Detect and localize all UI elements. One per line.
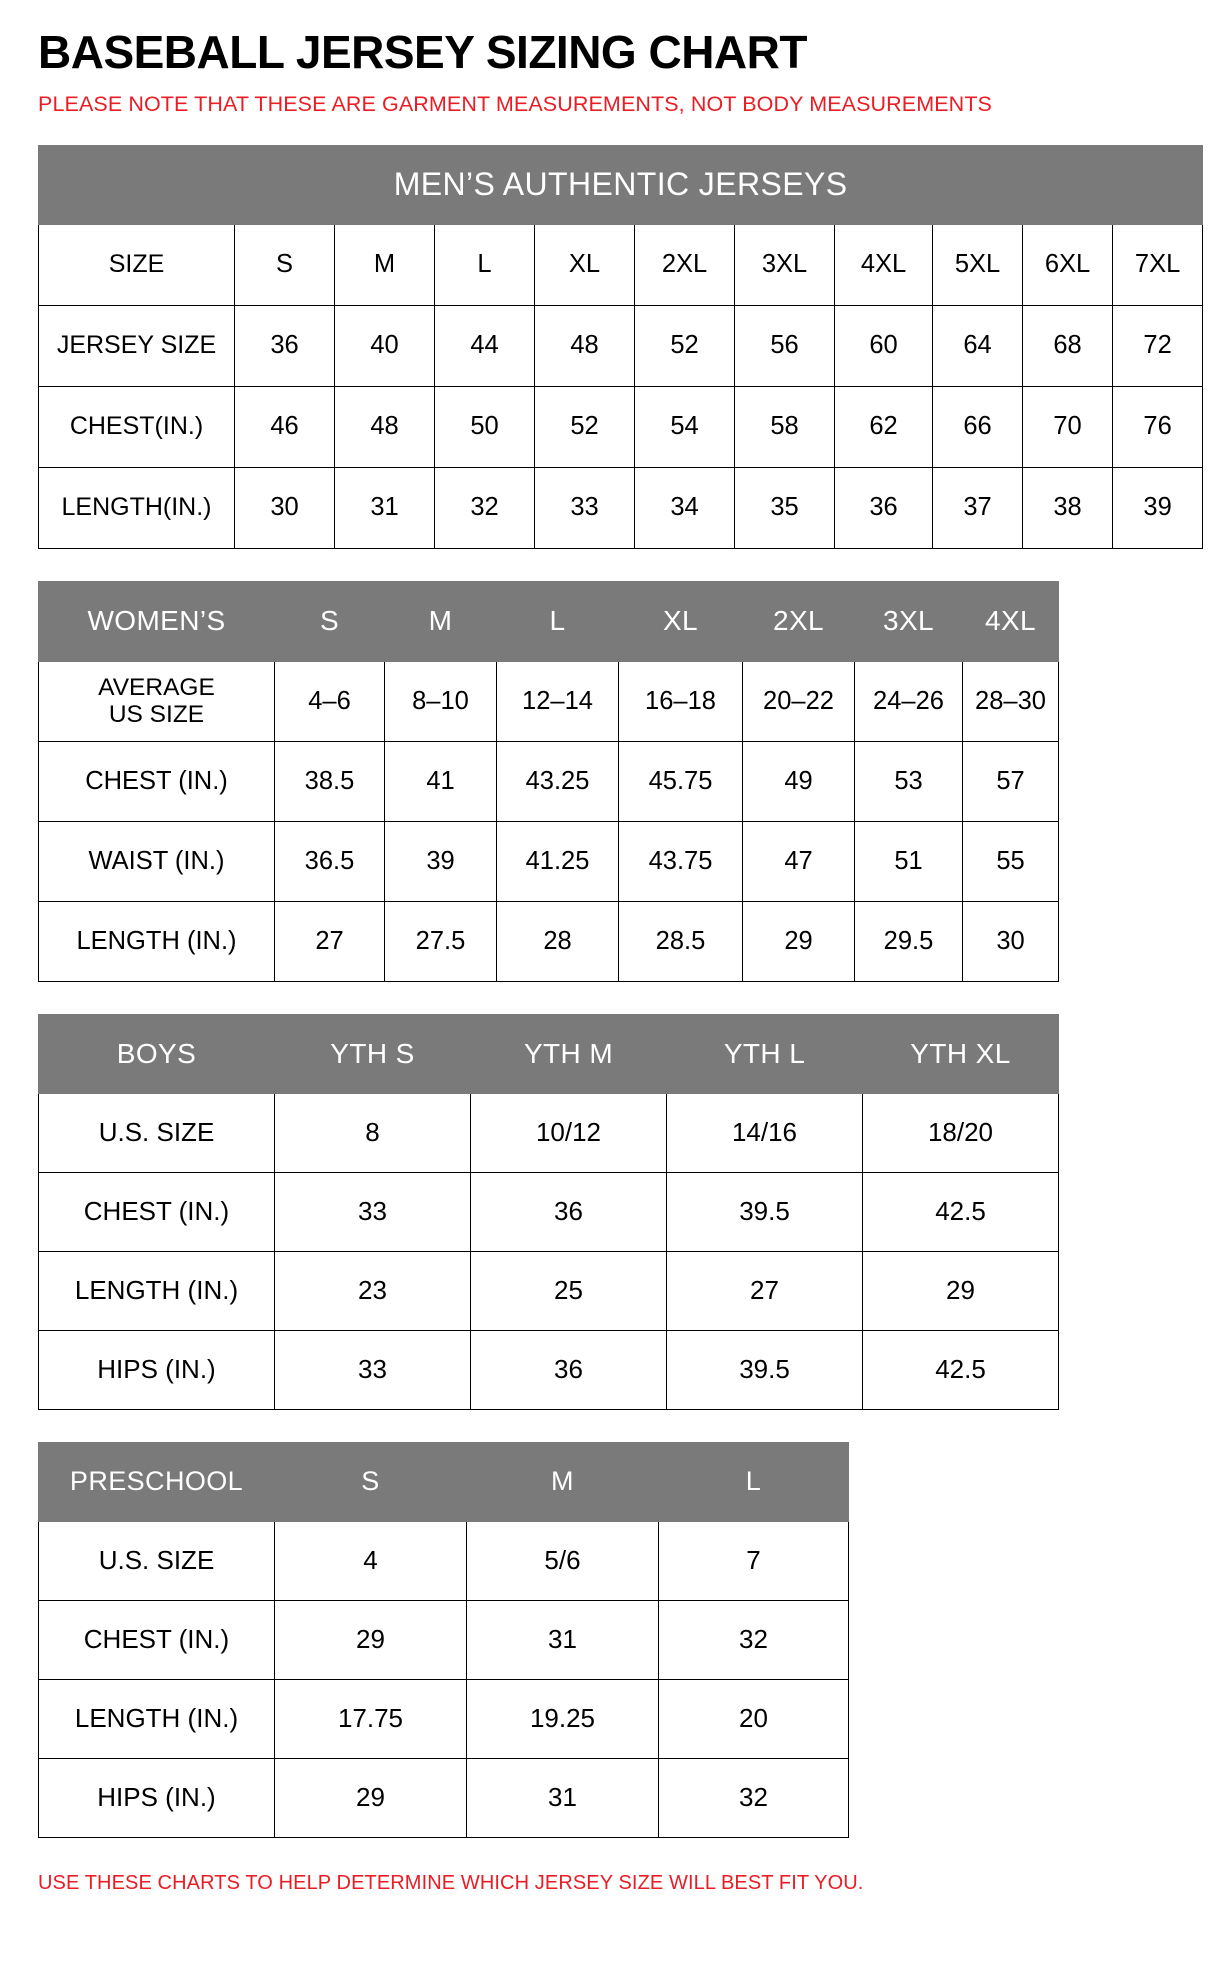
table-cell: 19.25 [467,1679,659,1758]
table-cell: 58 [735,386,835,467]
womens-size-l: L [497,581,619,661]
preschool-size-l: L [659,1442,849,1521]
table-cell: 36 [835,467,933,548]
table-cell: 28 [497,901,619,981]
table-cell: 24–26 [855,661,963,741]
table-cell: 36 [471,1172,667,1251]
table-cell: 42.5 [863,1330,1059,1409]
table-cell: 36.5 [275,821,385,901]
table-cell: 34 [635,467,735,548]
womens-header-row [39,581,1059,661]
boys-size-yth-xl: YTH XL [863,1014,1059,1093]
womens-row-label-waist: WAIST (IN.) [39,821,275,901]
page-title: BASEBALL JERSEY SIZING CHART [38,26,807,78]
table-cell: 18/20 [863,1093,1059,1172]
mens-size-7xl: 7XL [1113,224,1203,305]
table-row [39,386,1203,467]
mens-size-l: L [435,224,535,305]
womens-size-2xl: 2XL [743,581,855,661]
mens-row-label-chest: CHEST(IN.) [39,386,235,467]
table-cell: 39.5 [667,1172,863,1251]
table-cell: 29 [275,1600,467,1679]
table-cell: 46 [235,386,335,467]
table-cell: 53 [855,741,963,821]
mens-size-3xl: 3XL [735,224,835,305]
table-cell: 41 [385,741,497,821]
table-cell: 60 [835,305,933,386]
table-cell: 41.25 [497,821,619,901]
table-cell: 38 [1023,467,1113,548]
table-cell: 51 [855,821,963,901]
table-cell: 31 [467,1758,659,1837]
table-cell: 25 [471,1251,667,1330]
table-cell: 31 [335,467,435,548]
womens-table-title: WOMEN’S [39,581,275,661]
preschool-sizing-table [38,1442,849,1838]
table-cell: 31 [467,1600,659,1679]
table-cell: 66 [933,386,1023,467]
womens-size-3xl: 3XL [855,581,963,661]
table-row [39,1600,849,1679]
mens-size-5xl: 5XL [933,224,1023,305]
table-cell: 64 [933,305,1023,386]
table-cell: 48 [535,305,635,386]
boys-row-label-chest: CHEST (IN.) [39,1172,275,1251]
table-cell: 50 [435,386,535,467]
table-cell: 39 [385,821,497,901]
table-cell: 17.75 [275,1679,467,1758]
preschool-row-label-chest: CHEST (IN.) [39,1600,275,1679]
boys-sizing-table [38,1014,1059,1410]
table-cell: 37 [933,467,1023,548]
table-cell: 4 [275,1521,467,1600]
boys-row-label-length: LENGTH (IN.) [39,1251,275,1330]
mens-table-title-row [39,145,1203,224]
table-row [39,821,1059,901]
womens-size-s: S [275,581,385,661]
table-cell: 28.5 [619,901,743,981]
table-cell: 54 [635,386,735,467]
table-row [39,1172,1059,1251]
table-cell: 8–10 [385,661,497,741]
mens-size-xl: XL [535,224,635,305]
preschool-size-m: M [467,1442,659,1521]
table-cell: 27 [667,1251,863,1330]
table-cell: 29 [863,1251,1059,1330]
table-cell: 44 [435,305,535,386]
womens-row-label-length: LENGTH (IN.) [39,901,275,981]
table-cell: 43.75 [619,821,743,901]
table-cell: 27.5 [385,901,497,981]
table-cell: 5/6 [467,1521,659,1600]
womens-size-m: M [385,581,497,661]
table-cell: 32 [659,1758,849,1837]
table-cell: 68 [1023,305,1113,386]
mens-row-label-jersey-size: JERSEY SIZE [39,305,235,386]
mens-row-label-length: LENGTH(IN.) [39,467,235,548]
table-row [39,741,1059,821]
footer-note: USE THESE CHARTS TO HELP DETERMINE WHICH JERSEY SIZE WILL BEST FIT YOU. [38,1871,864,1894]
table-row [39,467,1203,548]
table-cell: 20 [659,1679,849,1758]
table-cell: 4–6 [275,661,385,741]
table-cell: 70 [1023,386,1113,467]
table-row [39,1679,849,1758]
table-cell: 43.25 [497,741,619,821]
table-cell: 29 [275,1758,467,1837]
table-cell: 10/12 [471,1093,667,1172]
table-row [39,1251,1059,1330]
table-cell: 42.5 [863,1172,1059,1251]
table-cell: 52 [535,386,635,467]
table-cell: 29 [743,901,855,981]
boys-size-yth-m: YTH M [471,1014,667,1093]
table-cell: 40 [335,305,435,386]
table-cell: 20–22 [743,661,855,741]
table-cell: 49 [743,741,855,821]
table-row [39,1758,849,1837]
table-cell: 35 [735,467,835,548]
table-cell: 36 [471,1330,667,1409]
preschool-header-row [39,1442,849,1521]
boys-row-label-us-size: U.S. SIZE [39,1093,275,1172]
mens-sizing-table [38,145,1203,549]
womens-row-label-chest: CHEST (IN.) [39,741,275,821]
boys-size-yth-s: YTH S [275,1014,471,1093]
table-cell: 8 [275,1093,471,1172]
table-cell: 30 [235,467,335,548]
mens-size-s: S [235,224,335,305]
table-cell: 57 [963,741,1059,821]
womens-size-xl: XL [619,581,743,661]
boys-row-label-hips: HIPS (IN.) [39,1330,275,1409]
preschool-row-label-length: LENGTH (IN.) [39,1679,275,1758]
mens-size-label: SIZE [39,224,235,305]
mens-size-4xl: 4XL [835,224,933,305]
table-cell: 36 [235,305,335,386]
table-cell: 12–14 [497,661,619,741]
table-cell: 32 [435,467,535,548]
table-cell: 47 [743,821,855,901]
table-cell: 32 [659,1600,849,1679]
table-cell: 33 [535,467,635,548]
table-cell: 33 [275,1172,471,1251]
table-cell: 48 [335,386,435,467]
table-cell: 29.5 [855,901,963,981]
mens-header-row [39,224,1203,305]
boys-table-title: BOYS [39,1014,275,1093]
table-cell: 14/16 [667,1093,863,1172]
table-cell: 45.75 [619,741,743,821]
boys-size-yth-l: YTH L [667,1014,863,1093]
womens-row-label-average-us-size: AVERAGE US SIZE [39,661,275,741]
table-cell: 16–18 [619,661,743,741]
mens-size-m: M [335,224,435,305]
table-row [39,305,1203,386]
table-row [39,1521,849,1600]
table-cell: 30 [963,901,1059,981]
table-cell: 23 [275,1251,471,1330]
preschool-size-s: S [275,1442,467,1521]
preschool-table-title: PRESCHOOL [39,1442,275,1521]
mens-table-title: MEN’S AUTHENTIC JERSEYS [39,145,1203,224]
table-cell: 28–30 [963,661,1059,741]
table-cell: 38.5 [275,741,385,821]
table-cell: 33 [275,1330,471,1409]
mens-size-2xl: 2XL [635,224,735,305]
womens-sizing-table [38,581,1059,982]
womens-size-4xl: 4XL [963,581,1059,661]
table-cell: 27 [275,901,385,981]
table-row [39,901,1059,981]
table-cell: 39.5 [667,1330,863,1409]
table-cell: 52 [635,305,735,386]
table-cell: 7 [659,1521,849,1600]
table-cell: 55 [963,821,1059,901]
table-cell: 72 [1113,305,1203,386]
garment-measurement-note: PLEASE NOTE THAT THESE ARE GARMENT MEASUREMENTS, NOT BODY MEASUREMENTS [38,92,992,117]
boys-header-row [39,1014,1059,1093]
preschool-row-label-us-size: U.S. SIZE [39,1521,275,1600]
table-row [39,1330,1059,1409]
mens-size-6xl: 6XL [1023,224,1113,305]
table-cell: 56 [735,305,835,386]
preschool-row-label-hips: HIPS (IN.) [39,1758,275,1837]
table-row [39,1093,1059,1172]
table-row [39,661,1059,741]
table-cell: 39 [1113,467,1203,548]
table-cell: 62 [835,386,933,467]
table-cell: 76 [1113,386,1203,467]
